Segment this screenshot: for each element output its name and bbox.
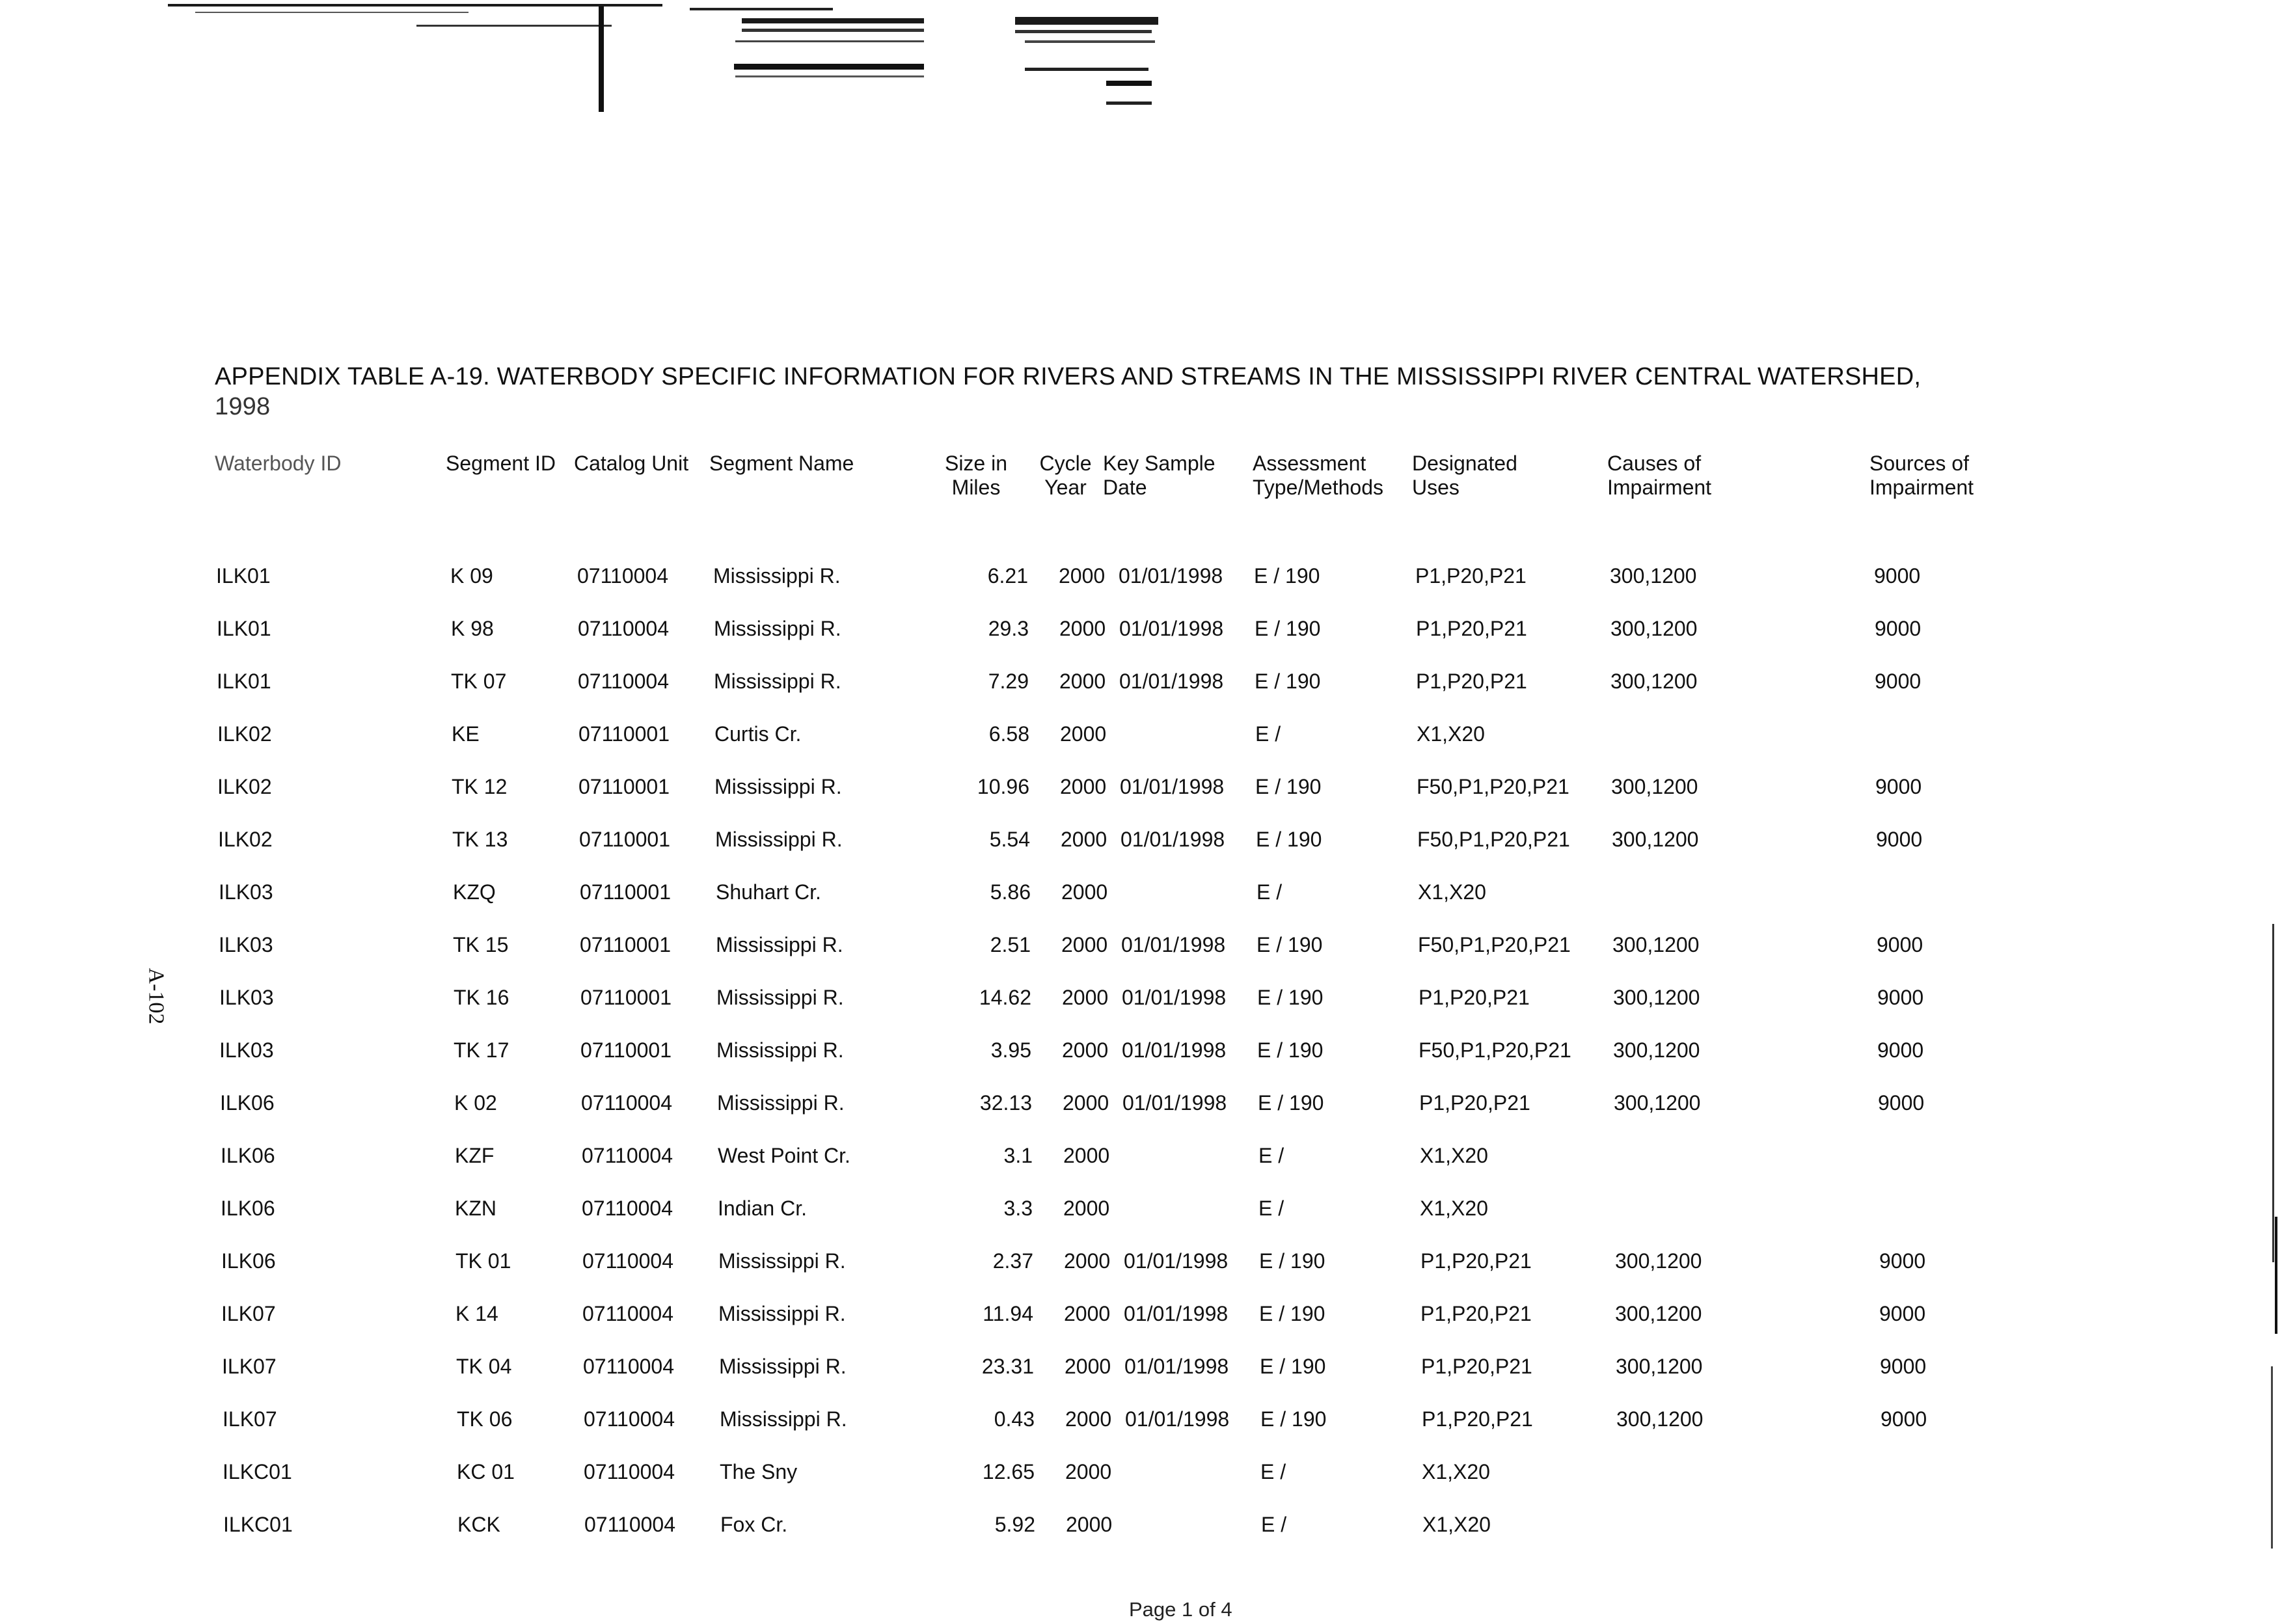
title-year: 1998 [215,393,271,420]
cell-assessment: E / 190 [1256,828,1322,851]
cell-assessment: E / [1260,1460,1286,1483]
page-side-label: A-102 [144,968,169,1025]
cell-catalog-unit: 07110001 [580,880,671,904]
cell-cycle-year: 2000 [1062,986,1109,1009]
cell-waterbody-id: ILK07 [222,1355,277,1378]
cell-waterbody-id: ILK06 [221,1249,276,1273]
header-key-line1: Key Sample [1103,452,1216,475]
cell-segment-id: TK 17 [454,1038,509,1062]
cell-catalog-unit: 07110004 [581,1091,672,1115]
cell-size: 6.58 [988,722,1029,746]
cell-assessment: E / [1258,1197,1284,1220]
header-designated-uses [1412,452,1517,500]
cell-causes: 300,1200 [1616,1355,1703,1378]
header-key-sample [1103,452,1216,500]
cell-waterbody-id: ILK02 [217,722,272,746]
cell-segment-name: Mississippi R. [716,986,844,1009]
cell-sources: 9000 [1878,1091,1925,1115]
cell-cycle-year: 2000 [1059,617,1106,640]
cell-segment-name: Mississippi R. [715,828,843,851]
cell-sources: 9000 [1879,1302,1926,1325]
cell-assessment: E / 190 [1258,1091,1324,1115]
cell-designated-uses: P1,P20,P21 [1415,564,1527,588]
cell-catalog-unit: 07110004 [584,1513,675,1536]
cell-assessment: E / [1261,1513,1287,1536]
cell-assessment: E / 190 [1254,564,1320,588]
cell-sources: 9000 [1874,564,1921,588]
cell-segment-name: Mississippi R. [714,670,841,693]
cell-cycle-year: 2000 [1061,933,1108,956]
cell-waterbody-id: ILK06 [221,1144,275,1167]
cell-segment-name: Mississippi R. [714,775,842,798]
cell-waterbody-id: ILK03 [219,880,273,904]
cell-waterbody-id: ILK03 [219,986,274,1009]
cell-designated-uses: P1,P20,P21 [1416,617,1527,640]
cell-assessment: E / [1258,1144,1284,1167]
cell-size: 5.86 [990,880,1031,904]
cell-segment-name: Mississippi R. [716,933,843,956]
cell-sources: 9000 [1881,1407,1927,1431]
cell-catalog-unit: 07110001 [580,1038,672,1062]
cell-sources: 9000 [1875,670,1922,693]
cell-segment-id: KZQ [453,880,496,904]
cell-size: 6.21 [987,564,1028,588]
cell-catalog-unit: 07110004 [577,564,668,588]
cell-catalog-unit: 07110001 [578,722,670,746]
cell-segment-name: Shuhart Cr. [716,880,821,904]
cell-cycle-year: 2000 [1064,1249,1111,1273]
cell-designated-uses: X1,X20 [1417,722,1485,746]
cell-segment-name: Mississippi R. [717,1091,845,1115]
cell-designated-uses: P1,P20,P21 [1422,1407,1533,1431]
cell-designated-uses: P1,P20,P21 [1419,1091,1530,1115]
cell-segment-id: TK 13 [452,828,508,851]
cell-assessment: E / [1256,880,1283,904]
cell-size: 3.1 [1003,1144,1033,1167]
cell-waterbody-id: ILK07 [221,1302,276,1325]
cell-designated-uses: P1,P20,P21 [1420,1249,1532,1273]
title-text: APPENDIX TABLE A-19. WATERBODY SPECIFIC INFORMATION FOR RIVERS AND STREAMS IN THE MISSISSIPPI RIVER CENTRAL WATERSHED, [215,363,1922,390]
cell-segment-id: TK 12 [452,775,508,798]
header-size [937,452,1015,500]
cell-designated-uses: X1,X20 [1420,1144,1488,1167]
header-cycle-line1: Cycle [1039,452,1092,475]
cell-causes: 300,1200 [1610,617,1698,640]
cell-segment-name: Mississippi R. [719,1355,847,1378]
cell-catalog-unit: 07110001 [578,775,670,798]
cell-catalog-unit: 07110004 [583,1355,674,1378]
cell-segment-name: The Sny [720,1460,798,1483]
header-assess-line1: Assessment [1253,452,1366,475]
cell-causes: 300,1200 [1616,1407,1704,1431]
cell-designated-uses: X1,X20 [1422,1460,1490,1483]
header-sources-line1: Sources of [1869,452,1969,475]
cell-segment-id: TK 04 [456,1355,512,1378]
cell-key-sample-date: 01/01/1998 [1122,1091,1227,1115]
cell-cycle-year: 2000 [1062,1038,1109,1062]
cell-cycle-year: 2000 [1063,1144,1110,1167]
cell-designated-uses: P1,P20,P21 [1421,1355,1532,1378]
cell-segment-id: KCK [457,1513,500,1536]
cell-catalog-unit: 07110004 [584,1407,675,1431]
cell-segment-name: Mississippi R. [714,617,841,640]
cell-designated-uses: X1,X20 [1420,1197,1488,1220]
header-size-line1: Size in [944,452,1008,475]
cell-key-sample-date: 01/01/1998 [1122,1038,1227,1062]
header-uses-line2: Uses [1412,476,1460,499]
header-sources [1869,452,1974,500]
header-causes-line2: Impairment [1607,476,1712,499]
cell-causes: 300,1200 [1613,986,1700,1009]
header-assess-line2: Type/Methods [1253,476,1383,499]
cell-segment-id: KZF [455,1144,495,1167]
cell-segment-name: Mississippi R. [718,1302,846,1325]
cell-size: 2.37 [992,1249,1033,1273]
cell-key-sample-date: 01/01/1998 [1121,828,1225,851]
cell-waterbody-id: ILK01 [216,564,271,588]
header-segment-name: Segment Name [709,452,854,475]
cell-catalog-unit: 07110001 [579,828,670,851]
cell-sources: 9000 [1876,828,1923,851]
header-size-line2: Miles [951,476,1001,499]
cell-cycle-year: 2000 [1060,775,1107,798]
cell-size: 5.54 [989,828,1030,851]
cell-waterbody-id: ILKC01 [223,1460,292,1483]
cell-size: 12.65 [982,1460,1035,1483]
page-footer: Page 1 of 4 [1129,1598,1232,1621]
cell-size: 10.96 [977,775,1029,798]
cell-size: 3.95 [990,1038,1031,1062]
cell-waterbody-id: ILK07 [223,1407,277,1431]
cell-assessment: E / 190 [1260,1355,1326,1378]
cell-waterbody-id: ILK01 [217,617,271,640]
header-sources-line2: Impairment [1869,476,1974,499]
cell-catalog-unit: 07110004 [582,1249,673,1273]
cell-size: 23.31 [981,1355,1034,1378]
header-cycle-line2: Year [1044,476,1087,499]
cell-waterbody-id: ILK06 [221,1197,275,1220]
cell-causes: 300,1200 [1614,1091,1701,1115]
cell-waterbody-id: ILK03 [219,933,273,956]
cell-assessment: E / 190 [1260,1407,1327,1431]
cell-causes: 300,1200 [1610,670,1698,693]
cell-assessment: E / 190 [1257,1038,1324,1062]
cell-assessment: E / 190 [1259,1302,1325,1325]
cell-segment-name: Curtis Cr. [714,722,802,746]
cell-causes: 300,1200 [1610,564,1697,588]
cell-catalog-unit: 07110001 [580,986,672,1009]
cell-segment-name: Indian Cr. [718,1197,807,1220]
cell-size: 3.3 [1003,1197,1033,1220]
cell-designated-uses: F50,P1,P20,P21 [1417,775,1569,798]
cell-causes: 300,1200 [1611,775,1698,798]
cell-cycle-year: 2000 [1066,1513,1113,1536]
cell-catalog-unit: 07110004 [582,1302,673,1325]
cell-waterbody-id: ILK01 [217,670,271,693]
cell-key-sample-date: 01/01/1998 [1119,617,1224,640]
cell-cycle-year: 2000 [1059,564,1106,588]
cell-segment-id: KE [452,722,480,746]
cell-key-sample-date: 01/01/1998 [1120,775,1225,798]
cell-causes: 300,1200 [1615,1302,1702,1325]
cell-sources: 9000 [1877,1038,1924,1062]
cell-designated-uses: P1,P20,P21 [1419,986,1530,1009]
cell-cycle-year: 2000 [1060,722,1107,746]
cell-segment-name: Mississippi R. [718,1249,846,1273]
cell-causes: 300,1200 [1613,1038,1700,1062]
cell-size: 32.13 [979,1091,1032,1115]
cell-segment-id: TK 16 [454,986,509,1009]
header-catalog-unit: Catalog Unit [574,452,689,475]
cell-cycle-year: 2000 [1063,1091,1109,1115]
cell-waterbody-id: ILKC01 [223,1513,293,1536]
cell-assessment: E / [1255,722,1281,746]
cell-segment-id: TK 15 [453,933,509,956]
cell-sources: 9000 [1877,933,1923,956]
cell-designated-uses: P1,P20,P21 [1420,1302,1532,1325]
cell-sources: 9000 [1877,986,1924,1009]
cell-segment-id: K 09 [450,564,493,588]
cell-size: 11.94 [983,1302,1033,1325]
header-assessment [1253,452,1383,500]
cell-cycle-year: 2000 [1065,1407,1112,1431]
cell-cycle-year: 2000 [1065,1355,1111,1378]
cell-key-sample-date: 01/01/1998 [1124,1249,1229,1273]
cell-cycle-year: 2000 [1059,670,1106,693]
cell-designated-uses: F50,P1,P20,P21 [1419,1038,1571,1062]
cell-size: 7.29 [988,670,1029,693]
cell-catalog-unit: 07110004 [578,617,669,640]
cell-assessment: E / 190 [1255,775,1322,798]
cell-segment-id: TK 06 [457,1407,513,1431]
cell-segment-id: TK 07 [451,670,507,693]
cell-segment-name: Mississippi R. [720,1407,847,1431]
cell-catalog-unit: 07110004 [582,1197,673,1220]
header-waterbody-id: Waterbody ID [215,452,342,475]
cell-assessment: E / 190 [1255,617,1321,640]
cell-assessment: E / 190 [1255,670,1321,693]
cell-cycle-year: 2000 [1063,1197,1110,1220]
cell-size: 2.51 [990,933,1031,956]
cell-key-sample-date: 01/01/1998 [1119,564,1223,588]
cell-segment-id: K 14 [455,1302,498,1325]
cell-sources: 9000 [1875,775,1922,798]
cell-size: 14.62 [979,986,1031,1009]
cell-key-sample-date: 01/01/1998 [1125,1407,1230,1431]
cell-key-sample-date: 01/01/1998 [1121,933,1226,956]
cell-waterbody-id: ILK06 [220,1091,275,1115]
cell-key-sample-date: 01/01/1998 [1122,986,1227,1009]
cell-catalog-unit: 07110004 [584,1460,675,1483]
cell-sources: 9000 [1880,1355,1927,1378]
header-causes [1607,452,1711,500]
cell-cycle-year: 2000 [1061,880,1108,904]
cell-designated-uses: X1,X20 [1422,1513,1491,1536]
header-uses-line1: Designated [1412,452,1517,475]
cell-segment-name: Mississippi R. [713,564,841,588]
cell-catalog-unit: 07110004 [578,670,669,693]
cell-causes: 300,1200 [1612,933,1700,956]
cell-segment-name: Fox Cr. [720,1513,788,1536]
cell-cycle-year: 2000 [1065,1460,1112,1483]
cell-causes: 300,1200 [1615,1249,1702,1273]
cell-cycle-year: 2000 [1061,828,1107,851]
cell-designated-uses: F50,P1,P20,P21 [1417,828,1570,851]
header-causes-line1: Causes of [1607,452,1702,475]
cell-waterbody-id: ILK03 [219,1038,274,1062]
cell-key-sample-date: 01/01/1998 [1124,1355,1229,1378]
cell-sources: 9000 [1879,1249,1926,1273]
cell-key-sample-date: 01/01/1998 [1124,1302,1229,1325]
cell-designated-uses: F50,P1,P20,P21 [1418,933,1571,956]
cell-waterbody-id: ILK02 [218,828,273,851]
cell-segment-name: West Point Cr. [718,1144,850,1167]
cell-segment-name: Mississippi R. [716,1038,844,1062]
cell-assessment: E / 190 [1259,1249,1325,1273]
header-segment-id: Segment ID [446,452,556,475]
cell-sources: 9000 [1875,617,1922,640]
cell-designated-uses: X1,X20 [1418,880,1486,904]
cell-segment-id: KZN [455,1197,496,1220]
cell-catalog-unit: 07110004 [582,1144,673,1167]
cell-key-sample-date: 01/01/1998 [1119,670,1224,693]
cell-segment-id: TK 01 [455,1249,511,1273]
cell-causes: 300,1200 [1612,828,1699,851]
cell-assessment: E / 190 [1256,933,1323,956]
cell-segment-id: KC 01 [457,1460,515,1483]
cell-segment-id: K 02 [454,1091,497,1115]
header-key-line2: Date [1103,476,1147,499]
cell-designated-uses: P1,P20,P21 [1416,670,1527,693]
cell-assessment: E / 190 [1257,986,1324,1009]
cell-size: 29.3 [988,617,1029,640]
cell-size: 5.92 [994,1513,1035,1536]
cell-size: 0.43 [994,1407,1035,1431]
header-cycle [1035,452,1096,500]
cell-waterbody-id: ILK02 [217,775,272,798]
cell-catalog-unit: 07110001 [580,933,671,956]
cell-cycle-year: 2000 [1064,1302,1111,1325]
cell-segment-id: K 98 [451,617,494,640]
